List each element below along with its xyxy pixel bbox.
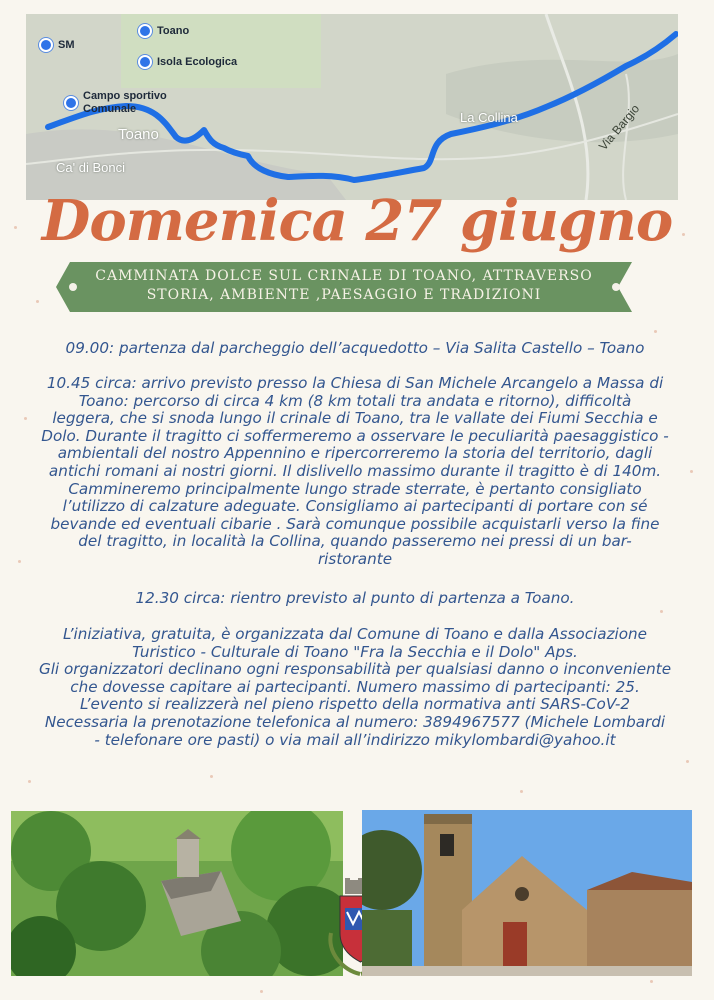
map-label-ca-di-bonci: Ca' di Bonci	[56, 160, 125, 175]
departure-paragraph: 09.00: partenza dal parcheggio dell’acquedotto – Via Salita Castello – Toano	[65, 339, 645, 357]
pin-label: Campo sportivo Comunale	[83, 90, 167, 115]
aerial-church-photo	[11, 811, 343, 976]
location-pin-icon	[64, 96, 78, 110]
pin-toano[interactable]	[138, 24, 189, 38]
pin-label: SM	[58, 39, 75, 51]
map-label-toano: Toano	[118, 126, 159, 143]
location-pin-icon	[138, 24, 152, 38]
location-pin-icon	[138, 55, 152, 69]
map-label-la-collina: La Collina	[460, 110, 518, 125]
pin-isola-ecologica[interactable]	[138, 55, 237, 69]
pin-label: Toano	[157, 25, 190, 37]
location-pin-icon	[39, 38, 53, 52]
map-label-via-bargio: Via Bargio	[596, 101, 643, 153]
pin-campo-sportivo[interactable]	[64, 90, 167, 116]
route-map[interactable]	[26, 14, 678, 200]
subtitle-text: CAMMINATA DOLCE SUL CRINALE DI TOANO, ATTRAVERSO STORIA, AMBIENTE ,PAESAGGIO E TRADIZIONI	[95, 268, 593, 303]
return-paragraph: 12.30 circa: rientro previsto al punto di partenza a Toano.	[135, 589, 575, 607]
church-facade-photo	[362, 810, 692, 976]
event-date-title: Domenica 27 giugno	[41, 188, 673, 254]
route-description-paragraph: 10.45 circa: arrivo previsto presso la Chiesa di San Michele Arcangelo a Massa di Toano: percorso di circa 4 km (8 km totali tra andata e ritorno), difficoltà leggera, che si snoda lungo il crinale di Toano, tra le vallate dei Fiumi Secchia e Dolo. Durante il tragitto ci soffermeremo a osservare le peculiarità paesaggistico - ambientali del nostro Appennino e ripercorreremo la storia del territorio, dagli antichi romani ai nostri giorni. Il dislivello massimo durante il tragitto è di 140m. Cammineremo principalmente lungo strade sterrate, è pertanto consigliato l’utilizzo di calzature adeguate. Consigliamo ai partecipanti di portare con sé bevande ed eventuali cibarie . Sarà comunque possibile acquistarli verso la fine del tragitto, in località la Collina, quando passeremo nei pressi di un bar- ristorante	[41, 374, 669, 568]
organization-info-paragraph: L’iniziativa, gratuita, è organizzata dal Comune di Toano e dalla Associazione Turistico - Culturale di Toano "Fra la Secchia e il Dolo" Aps. Gli organizzatori declinano ogni responsabilità per qualsiasi danno o inconveniente che dovesse capitare ai partecipanti. Numero massimo di partecipanti: 25. L’evento si realizzerà nel pieno rispetto della normativa anti SARS-CoV-2 Necessaria la prenotazione telefonica al numero: 3894967577 (Michele Lombardi - telefonare ore pasti) o via mail all’indirizzo mikylombardi@yahoo.it	[38, 625, 672, 749]
pin-label: Isola Ecologica	[157, 56, 238, 68]
pin-sm[interactable]	[39, 38, 75, 52]
